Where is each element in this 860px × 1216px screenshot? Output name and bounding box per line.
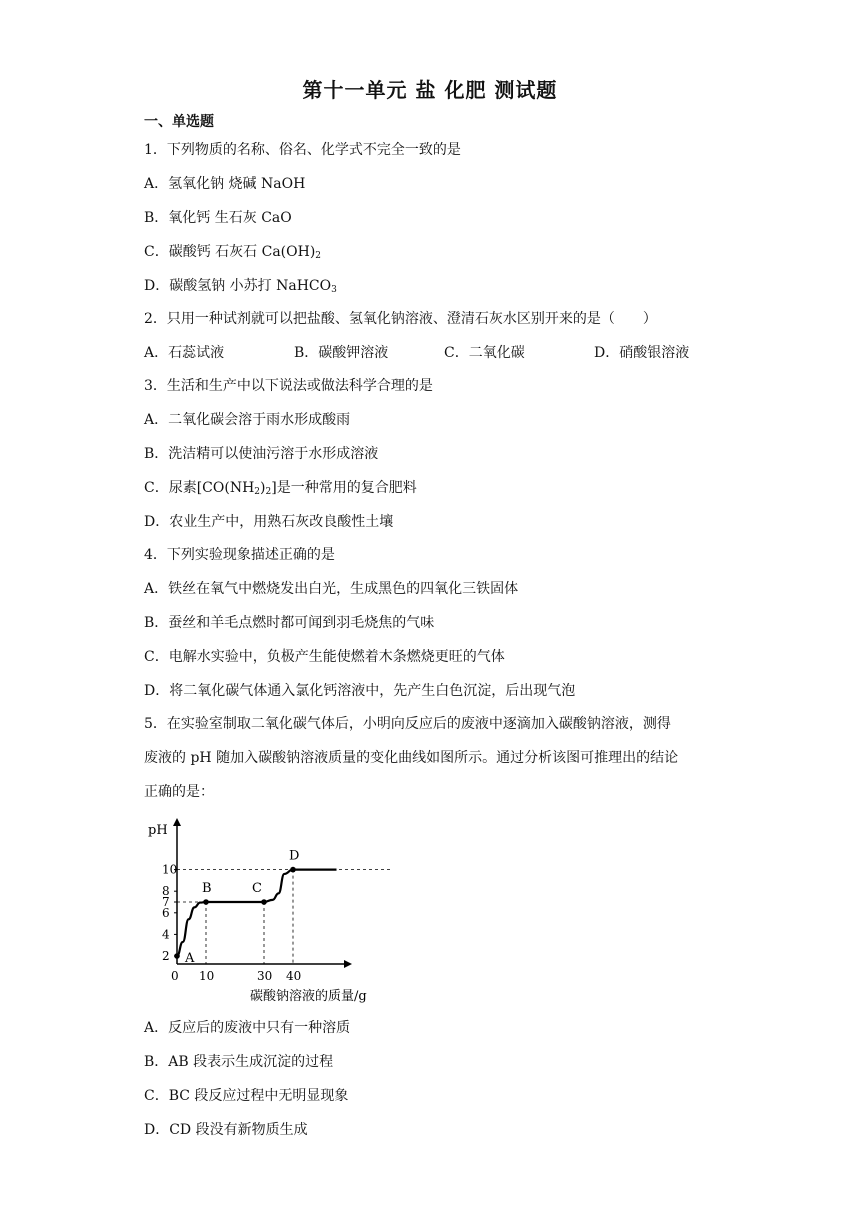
q5-option-b: B．AB 段表示生成沉淀的过程 (144, 1054, 334, 1070)
q5-stem-line-3: 正确的是： (144, 784, 214, 800)
point-a (174, 953, 180, 959)
q4-option-d: D．将二氧化碳气体通入氯化钙溶液中，先产生白色沉淀，后出现气泡 (144, 683, 576, 699)
q3-option-c-rest: ]是一种常用的复合肥料 (271, 480, 417, 496)
x-axis-arrow (344, 960, 352, 968)
q3-option-c-subscript-2: 2 (265, 487, 272, 497)
ph-curve-chart (140, 812, 400, 1012)
q1-option-b: B．氧化钙 生石灰 CaO (144, 210, 292, 226)
x-tick-label: 10 (199, 969, 215, 983)
q1-option-c (144, 242, 321, 266)
q4-stem: 4．下列实验现象描述正确的是 (144, 547, 335, 563)
q3-option-c-paren: ) (260, 480, 266, 496)
x-tick-labels (171, 969, 301, 983)
q1-option-a: A．氢氧化钠 烧碱 NaOH (144, 176, 306, 192)
x-tick-label: 30 (257, 969, 273, 983)
y-tick-label: 6 (162, 905, 170, 920)
q3-option-d: D．农业生产中，用熟石灰改良酸性土壤 (144, 514, 394, 530)
q2-option-d: D．硝酸银溶液 (594, 345, 690, 361)
x-tick-label: 0 (171, 969, 179, 983)
x-tick-label: 40 (286, 969, 302, 983)
point-label-d: D (289, 848, 300, 864)
x-axis-label: 碳酸钠溶液的质量/g (250, 989, 367, 1004)
q5-option-d: D．CD 段没有新物质生成 (144, 1122, 308, 1138)
q2-option-b: B．碳酸钾溶液 (294, 345, 389, 361)
chart-axes (173, 818, 352, 968)
q1-option-d-text: D．碳酸氢钠 小苏打 NaHCO (144, 278, 332, 294)
q1-stem: 1．下列物质的名称、俗名、化学式不完全一致的是 (144, 142, 461, 158)
y-tick-label: 4 (162, 927, 170, 942)
q3-stem: 3．生活和生产中以下说法或做法科学合理的是 (144, 378, 433, 394)
q5-option-c: C．BC 段反应过程中无明显现象 (144, 1088, 349, 1104)
q1-option-d (144, 276, 337, 300)
y-tick-labels (162, 863, 177, 963)
point-label-a: A (185, 951, 195, 966)
q1-option-c-subscript: 2 (315, 251, 322, 261)
q3-option-a: A．二氧化碳会溶于雨水形成酸雨 (144, 412, 351, 428)
y-tick-label: 10 (162, 862, 178, 877)
q5-stem-line-2: 废液的 pH 随加入碳酸钠溶液质量的变化曲线如图所示。通过分析该图可推理出的结论 (144, 750, 679, 766)
point-label-b: B (202, 881, 212, 896)
y-axis-label: pH (148, 823, 168, 838)
q5-stem-line-1: 5．在实验室制取二氧化碳气体后，小明向反应后的废液中逐滴加入碳酸钠溶液，测得 (144, 716, 671, 732)
q3-option-c-text: C．尿素[CO(NH (144, 480, 255, 496)
q3-option-c-subscript: 2 (254, 487, 261, 497)
q2-stem: 2．只用一种试剂就可以把盐酸、氢氧化钠溶液、澄清石灰水区别开来的是（ ） (144, 311, 657, 327)
y-tick-label: 7 (162, 895, 170, 909)
q5-option-a: A．反应后的废液中只有一种溶质 (144, 1020, 351, 1036)
q2-option-a: A．石蕊试液 (144, 345, 225, 361)
point-d (290, 867, 296, 873)
q4-option-c: C．电解水实验中，负极产生能使燃着木条燃烧更旺的气体 (144, 649, 505, 665)
y-tick-label: 8 (162, 884, 170, 899)
q2-option-c: C．二氧化碳 (444, 345, 525, 361)
q4-option-a: A．铁丝在氧气中燃烧发出白光，生成黑色的四氧化三铁固体 (144, 581, 519, 597)
point-b (203, 899, 209, 905)
y-tick-label: 2 (162, 949, 170, 963)
q1-option-d-subscript: 3 (331, 285, 337, 295)
y-axis-arrow (173, 818, 181, 826)
q3-option-b: B．洗洁精可以使油污溶于水形成溶液 (144, 446, 379, 462)
q1-option-c-text: C．碳酸钙 石灰石 Ca(OH) (144, 244, 316, 260)
point-c (261, 899, 267, 905)
page-title: 第十一单元 盐 化肥 测试题 (302, 78, 558, 102)
point-label-c: C (252, 881, 262, 896)
q4-option-b: B．蚕丝和羊毛点燃时都可闻到羽毛烧焦的气味 (144, 615, 435, 631)
q3-option-c (144, 478, 417, 502)
section-heading: 一、单选题 (144, 114, 214, 130)
